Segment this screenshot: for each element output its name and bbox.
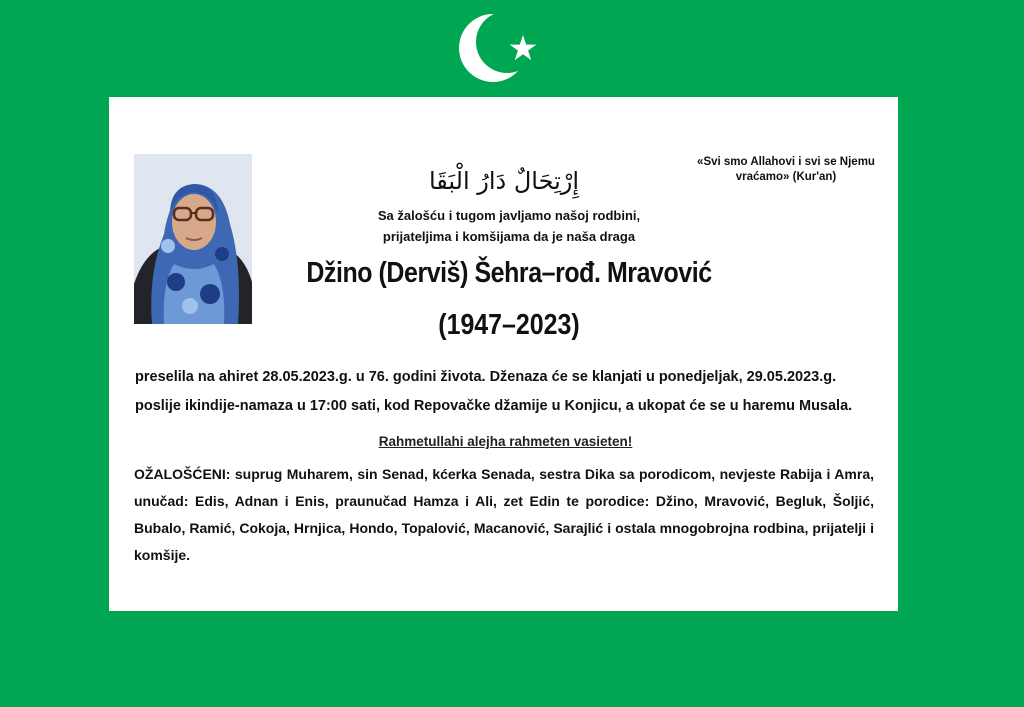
obituary-card: [109, 97, 898, 611]
mourners-text: suprug Muharem, sin Senad, kćerka Senada, sestra Dika sa porodicom, nevjeste Rabija i Amra, unučad: Edis, Adnan i Enis, praunučad Hamza i Ali, zet Edin te porodice: Džino, Mravović, Begluk, Šoljić, Bubalo, Ramić, Cokoja, Hrnjica, Hondo, Topalović, Macanović, Sarajlić i ostala mnogobrojna rodbina, prijatelji i komšije.: [134, 466, 874, 563]
announcement-text: [135, 363, 885, 421]
deceased-years: (1947–2023): [438, 309, 580, 341]
portrait-photo: [134, 154, 252, 324]
mourners-label: OŽALOŠĆENI:: [134, 466, 231, 482]
quran-quote: «Svi smo Allahovi i svi se Njemu vraćamo» (Kur'an): [697, 156, 875, 183]
crescent-star-icon: [455, 10, 545, 88]
deceased-name: Džino (Derviš) Šehra–rođ. Mravović: [306, 257, 712, 289]
intro-line-1: Sa žalošću i tugom javljamo našoj rodbini,: [377, 208, 641, 223]
prayer-line: Rahmetullahi alejha rahmeten vasieten!: [378, 434, 633, 449]
intro-line-2: prijateljima i komšijama da je naša draga: [382, 229, 636, 244]
mourners-paragraph: [134, 461, 874, 569]
intro-text: [299, 205, 719, 247]
announcement-line-2: poslije ikindije-namaza u 17:00 sati, kod Repovačke džamije u Konjicu, a ukopat će se u haremu Musala.: [135, 398, 853, 414]
announcement-line-1: preselila na ahiret 28.05.2023.g. u 76. godini života. Dženaza će se klanjati u ponedjeljak, 29.05.2023.g.: [135, 369, 837, 385]
arabic-calligraphy: [428, 155, 580, 201]
svg-text:إِرْتِحَالٌ دَارُ الْبَقَا: إِرْتِحَالٌ دَارُ الْبَقَا: [428, 167, 580, 195]
